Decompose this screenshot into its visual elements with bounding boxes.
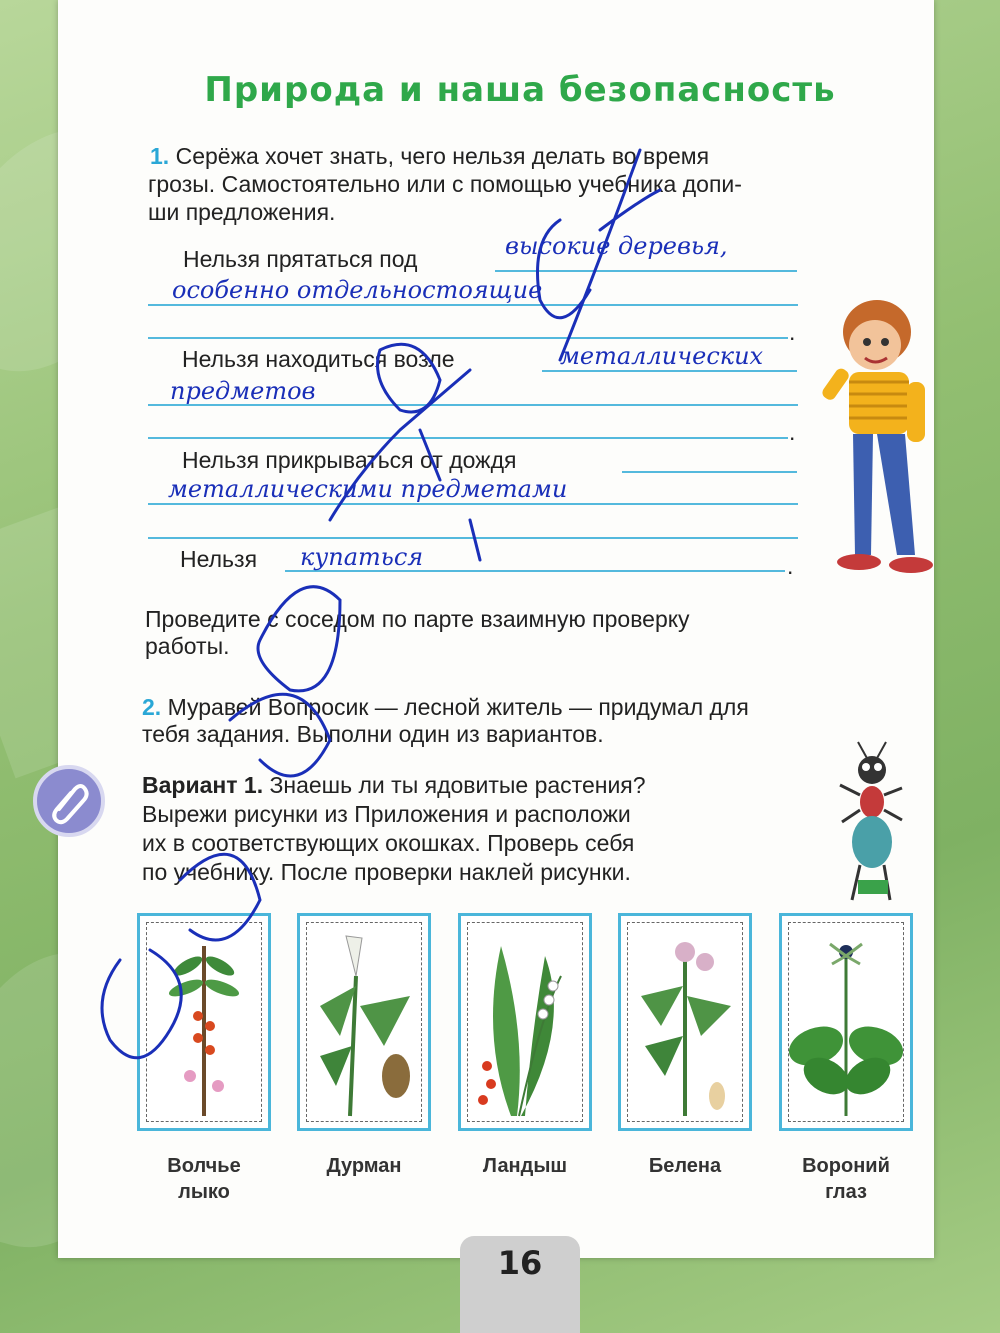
- answer-line: [542, 370, 797, 372]
- plant-label-voroniy-glaz: Вороний глаз: [802, 1155, 890, 1203]
- task1-number: 1.: [150, 143, 170, 169]
- task2-line1: 2. Муравей Вопросик — лесной житель — придумал для: [142, 694, 749, 720]
- answer-line: [148, 503, 798, 505]
- variant-line-1: Вариант 1. Знаешь ли ты ядовитые растения?: [142, 772, 646, 798]
- boy-illustration: [815, 290, 945, 580]
- check-line-2: работы.: [145, 633, 230, 659]
- task1-line1: 1. Серёжа хочет знать, чего нельзя делать во время: [150, 143, 710, 169]
- plant-image: [782, 916, 910, 1128]
- plant-image: [621, 916, 749, 1128]
- task2-line2: тебя задания. Выполни один из вариантов.: [142, 721, 604, 747]
- ant-illustration: [830, 740, 910, 910]
- answer-line: [495, 270, 797, 272]
- plant-slot-landysh: [458, 913, 592, 1131]
- variant-line-2: Вырежи рисунки из Приложения и расположи: [142, 801, 631, 827]
- task2-number: 2.: [142, 694, 162, 720]
- answer-line: [148, 437, 788, 439]
- handwritten-answer-2b: предметов: [170, 377, 316, 405]
- plant-slot-voroniy-glaz: [779, 913, 913, 1131]
- handwritten-answer-4: купаться: [300, 543, 424, 571]
- prompt-2: Нельзя находиться возле: [182, 346, 455, 372]
- answer-line: [622, 471, 797, 473]
- plant-image: [300, 916, 428, 1128]
- answer-line: [148, 537, 798, 539]
- variant-line-3: их в соответствующих окошках. Проверь себя: [142, 830, 635, 856]
- plant-label-belena: Белена: [648, 1155, 722, 1177]
- task1-line3: ши предложения.: [148, 199, 336, 225]
- handwritten-answer-2a: металлических: [560, 342, 764, 370]
- answer-line: [148, 304, 798, 306]
- answer-line: [148, 337, 788, 339]
- variant-label: Вариант 1.: [142, 772, 264, 798]
- plant-image: [140, 916, 268, 1128]
- plant-slot-belena: [618, 913, 752, 1131]
- handwritten-answer-3: металлическими предметами: [168, 475, 568, 503]
- page-number: 16: [497, 1244, 543, 1282]
- variant-line-4: по учебнику. После проверки наклей рисунки.: [142, 859, 631, 885]
- period: .: [789, 419, 796, 445]
- handwritten-answer-1a: высокие деревья,: [505, 232, 728, 260]
- plant-slot-volchye-lyko: [137, 913, 271, 1131]
- plant-label-landysh: Ландыш: [482, 1155, 568, 1177]
- period: .: [787, 553, 794, 579]
- paperclip-icon: [33, 765, 105, 837]
- plant-slot-durman: [297, 913, 431, 1131]
- plant-label-durman: Дурман: [326, 1155, 402, 1177]
- check-line-1: Проведите с соседом по парте взаимную проверку: [145, 606, 690, 632]
- plant-label-volchye-lyko: Волчье лыко: [167, 1155, 241, 1203]
- plant-image: [461, 916, 589, 1128]
- task1-line2: грозы. Самостоятельно или с помощью учебника допи-: [148, 171, 742, 197]
- period: .: [789, 319, 796, 345]
- page-title: Природа и наша безопасность: [204, 70, 836, 110]
- prompt-1: Нельзя прятаться под: [183, 246, 418, 272]
- prompt-3: Нельзя прикрываться от дождя: [182, 447, 517, 473]
- prompt-4: Нельзя: [180, 546, 258, 572]
- handwritten-answer-1b: особенно отдельностоящие: [172, 276, 543, 304]
